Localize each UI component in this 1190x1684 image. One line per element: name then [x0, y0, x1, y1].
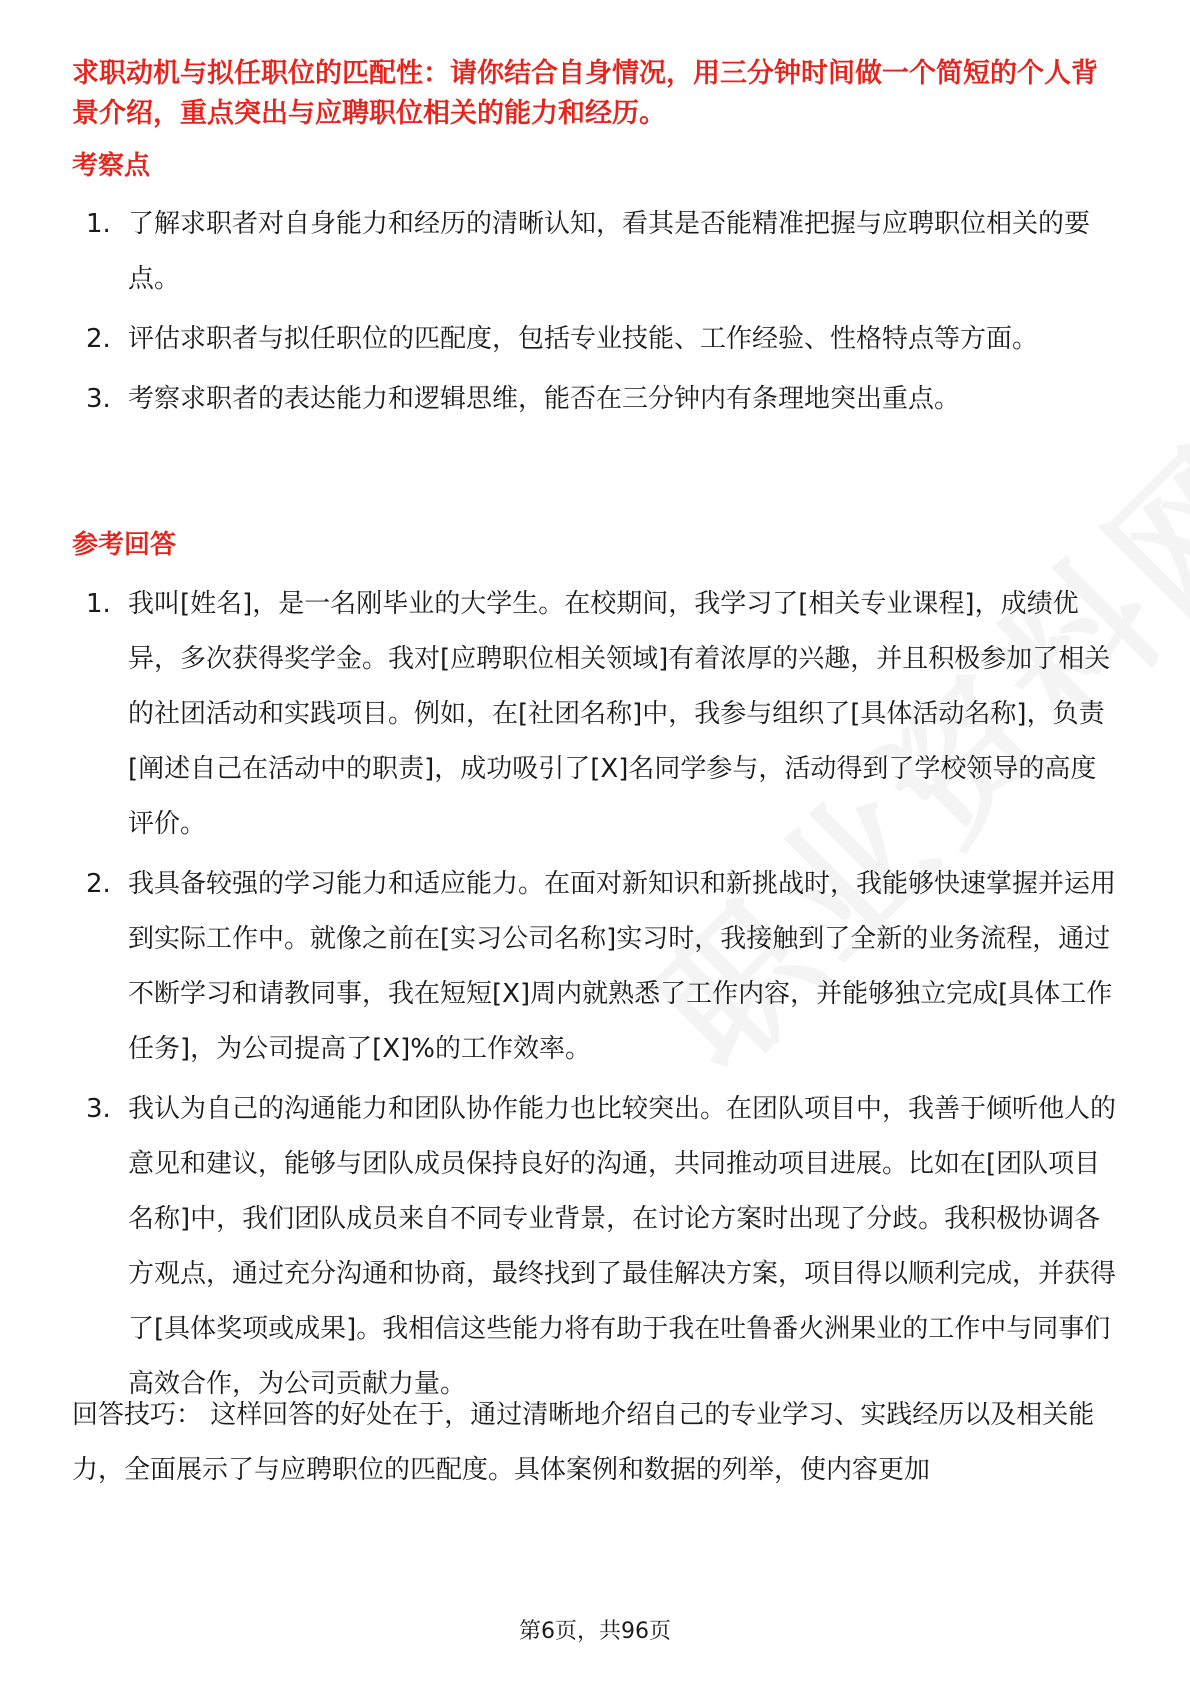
question-title: 求职动机与拟任职位的匹配性：请你结合自身情况，用三分钟时间做一个简短的个人背景介绍，重点突出与应聘职位相关的能力和经历。 [72, 58, 1098, 129]
points-heading: 考察点 [72, 151, 151, 181]
list-number: 2. [86, 869, 111, 899]
answer-heading: 参考回答 [72, 530, 177, 560]
list-number: 3. [86, 384, 111, 414]
list-item-text: 我具备较强的学习能力和适应能力。在面对新知识和新挑战时，我能够快速掌握并运用到实际工作中。就像之前在[实习公司名称]实习时，我接触到了全新的业务流程，通过不断学习和请教同事，我在短短[X]周内就熟悉了工作内容，并能够独立完成[具体工作任务]，为公司提高了[X]%的工作效率。 [128, 869, 1117, 1064]
answer-list [72, 577, 1117, 1417]
answer-tips: 回答技巧： 这样回答的好处在于，通过清晰地介绍自己的专业学习、实践经历以及相关能力，全面展示了与应聘职位的匹配度。具体案例和数据的列举，使内容更加 [72, 1400, 1095, 1485]
list-item-text: 评估求职者与拟任职位的匹配度，包括专业技能、工作经验、性格特点等方面。 [128, 324, 1039, 354]
list-item-text: 考察求职者的表达能力和逻辑思维，能否在三分钟内有条理地突出重点。 [128, 384, 961, 414]
list-item-text: 了解求职者对自身能力和经历的清晰认知，看其是否能精准把握与应聘职位相关的要点。 [128, 209, 1091, 294]
list-item [72, 857, 1117, 1077]
list-number: 2. [86, 324, 111, 354]
list-item [72, 372, 1117, 427]
list-item [72, 197, 1117, 307]
list-number: 3. [86, 1094, 111, 1124]
list-number: 1. [86, 589, 111, 619]
list-item [72, 1082, 1117, 1412]
list-item [72, 577, 1117, 852]
list-item-text: 我认为自己的沟通能力和团队协作能力也比较突出。在团队项目中，我善于倾听他人的意见和建议，能够与团队成员保持良好的沟通，共同推动项目进展。比如在[团队项目名称]中，我们团队成员来自不同专业背景，在讨论方案时出现了分歧。我积极协调各方观点，通过充分沟通和协商，最终找到了最佳解决方案，项目得以顺利完成，并获得了[具体奖项或成果]。我相信这些能力将有助于我在吐鲁番火洲果业的工作中与同事们高效合作，为公司贡献力量。 [128, 1094, 1117, 1399]
list-item-text: 我叫[姓名]，是一名刚毕业的大学生。在校期间，我学习了[相关专业课程]，成绩优异，多次获得奖学金。我对[应聘职位相关领域]有着浓厚的兴趣，并且积极参加了相关的社团活动和实践项目。例如，在[社团名称]中，我参与组织了[具体活动名称]，负责[阐述自己在活动中的职责]，成功吸引了[X]名同学参与，活动得到了学校领导的高度评价。 [128, 589, 1111, 839]
list-item [72, 312, 1117, 367]
points-list [72, 197, 1117, 432]
page-number: 第6页，共96页 [519, 1619, 671, 1644]
list-number: 1. [86, 209, 111, 239]
